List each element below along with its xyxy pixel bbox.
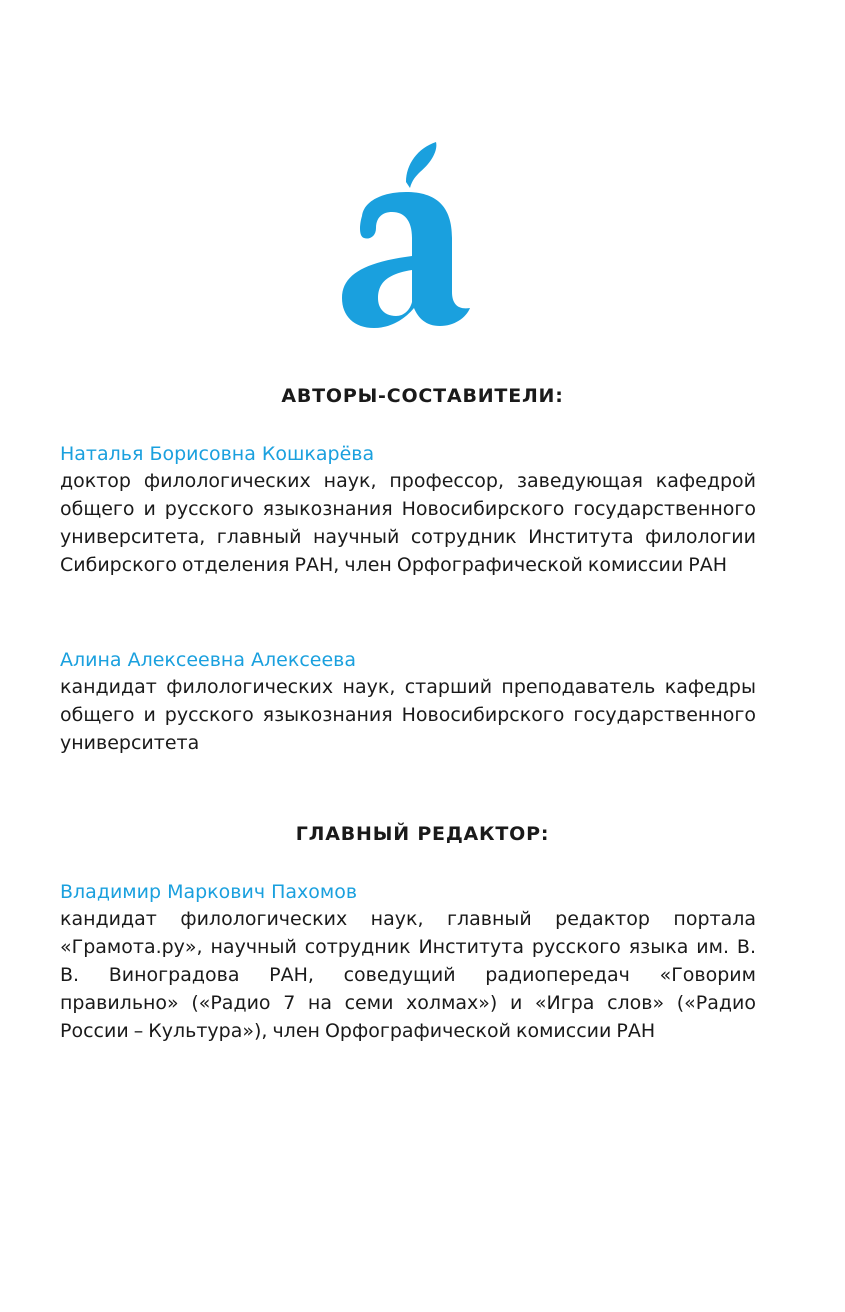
editor-entry	[60, 879, 756, 1045]
author-bio: доктор филологических наук, профессор, заведующая кафедрой общего и русского языкознания Новосибирского государственного университета, главный научный сотрудник Института филологии Сибирского отделения РАН, член Орфографической комиссии РАН	[60, 470, 756, 576]
logo-a-acute-icon	[340, 142, 474, 328]
author-name: Алина Алексеевна Алексеева	[60, 649, 357, 671]
author-name: Наталья Борисовна Кошкарёва	[60, 443, 375, 465]
author-entry	[60, 441, 756, 579]
editor-name: Владимир Маркович Пахомов	[60, 881, 358, 903]
authors-heading: АВТОРЫ-СОСТАВИТЕЛИ:	[281, 385, 564, 407]
author-entry	[60, 647, 756, 757]
author-bio: кандидат филологических наук, старший преподаватель кафедры общего и русского языкознания Новосибирского государственного университета	[60, 676, 756, 754]
editor-bio: кандидат филологических наук, главный редактор портала «Грамота.ру», научный сотрудник Института русского языка им. В. В. Виноградова РАН, соведущий радиопередач «Говорим правильно» («Радио 7 на семи холмах») и «Игра слов» («Радио России – Культура»), член Орфографической комиссии РАН	[60, 908, 756, 1042]
editor-heading: ГЛАВНЫЙ РЕДАКТОР:	[295, 823, 550, 845]
